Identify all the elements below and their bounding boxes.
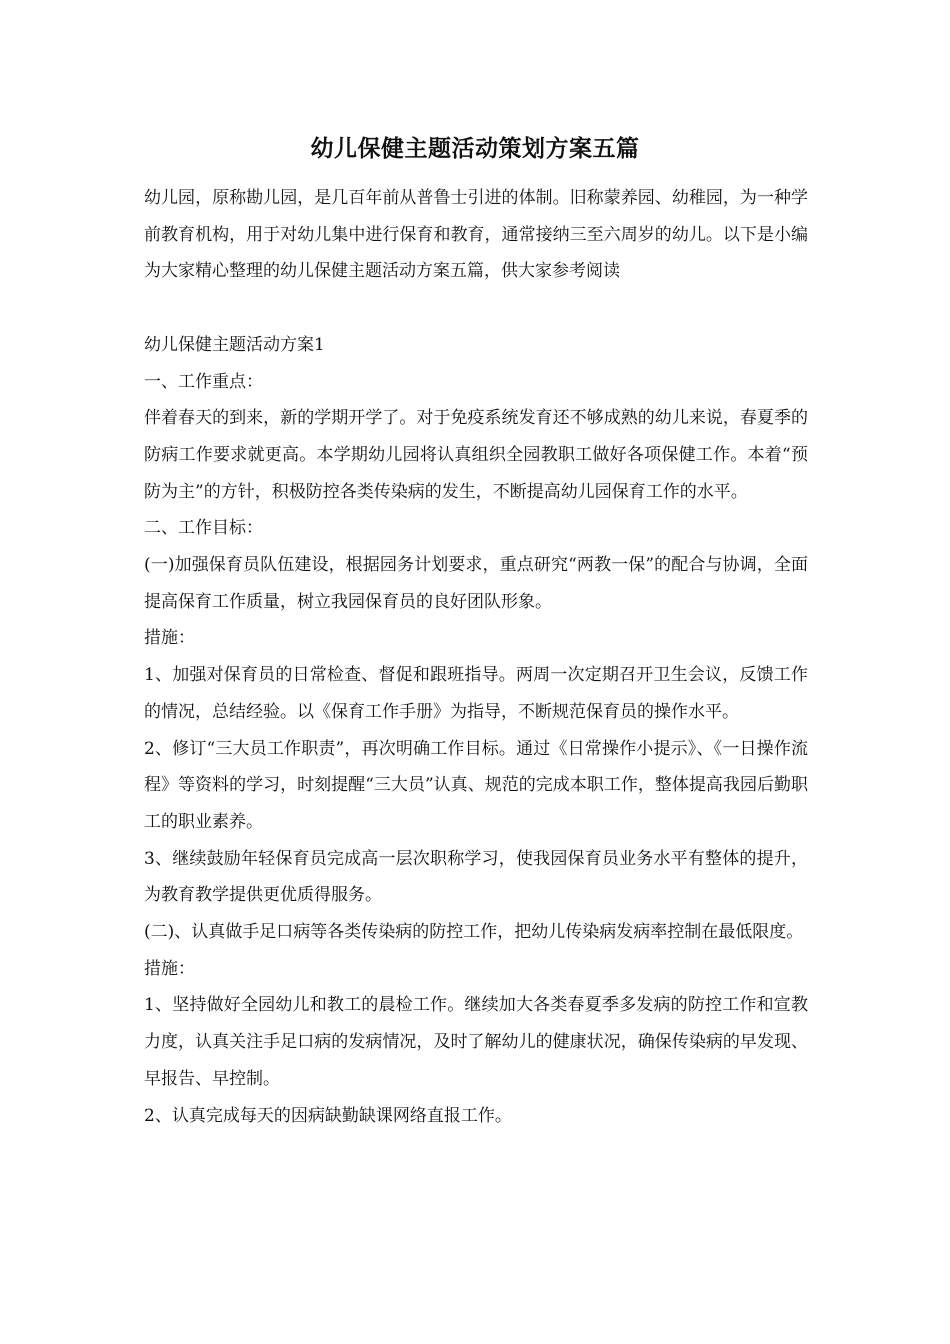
- measures-label: 措施：: [144, 628, 195, 649]
- measures-label: 措施：: [144, 958, 195, 979]
- blank-line: [144, 290, 808, 327]
- paragraph: (一)加强保育员队伍建设，根据园务计划要求，重点研究“两教一保”的配合与协调，全面提高保育工作质量，树立我园保育员的良好团队形象。: [144, 555, 808, 612]
- document-body: [144, 180, 808, 1134]
- paragraph: (二)、认真做手足口病等各类传染病的防控工作，把幼儿传染病发病率控制在最低限度。: [144, 922, 804, 943]
- list-item: 2、认真完成每天的因病缺勤缺课网络直报工作。: [144, 1105, 512, 1126]
- list-item: 1、坚持做好全园幼儿和教工的晨检工作。继续加大各类春夏季多发病的防控工作和宣教力度，认真关注手足口病的发病情况，及时了解幼儿的健康状况，确保传染病的早发现、早报告、早控制。: [144, 995, 808, 1089]
- list-item: 2、修订“三大员工作职责”，再次明确工作目标。通过《日常操作小提示》、《一日操作流程》等资料的学习，时刻提醒“三大员”认真、规范的完成本职工作，整体提高我园后勤职工的职业素养。: [144, 738, 808, 832]
- list-item: 1、加强对保育员的日常检查、督促和跟班指导。两周一次定期召开卫生会议，反馈工作的情况，总结经验。以《保育工作手册》为指导，不断规范保育员的操作水平。: [144, 665, 808, 722]
- subheading-work-focus: 一、工作重点：: [144, 371, 263, 392]
- document-title: 幼儿保健主题活动策划方案五篇: [310, 135, 640, 162]
- subheading-work-goals: 二、工作目标：: [144, 518, 263, 539]
- list-item: 3、继续鼓励年轻保育员完成高一层次职称学习，使我园保育员业务水平有整体的提升，为教育教学提供更优质得服务。: [144, 848, 808, 906]
- paragraph: 伴着春天的到来，新的学期开学了。对于免疫系统发育还不够成熟的幼儿来说，春夏季的防病工作要求就更高。本学期幼儿园将认真组织全园教职工做好各项保健工作。本着“预防为主”的方针，积极防控各类传染病的发生，不断提高幼儿园保育工作的水平。: [144, 408, 808, 502]
- intro-paragraph: 幼儿园，原称勘儿园，是几百年前从普鲁士引进的体制。旧称蒙养园、幼稚园，为一种学前教育机构，用于对幼儿集中进行保育和教育，通常接纳三至六周岁的幼儿。以下是小编为大家精心整理的幼儿保健主题活动方案五篇，供大家参考阅读: [144, 188, 808, 282]
- section-heading: 幼儿保健主题活动方案1: [144, 334, 325, 355]
